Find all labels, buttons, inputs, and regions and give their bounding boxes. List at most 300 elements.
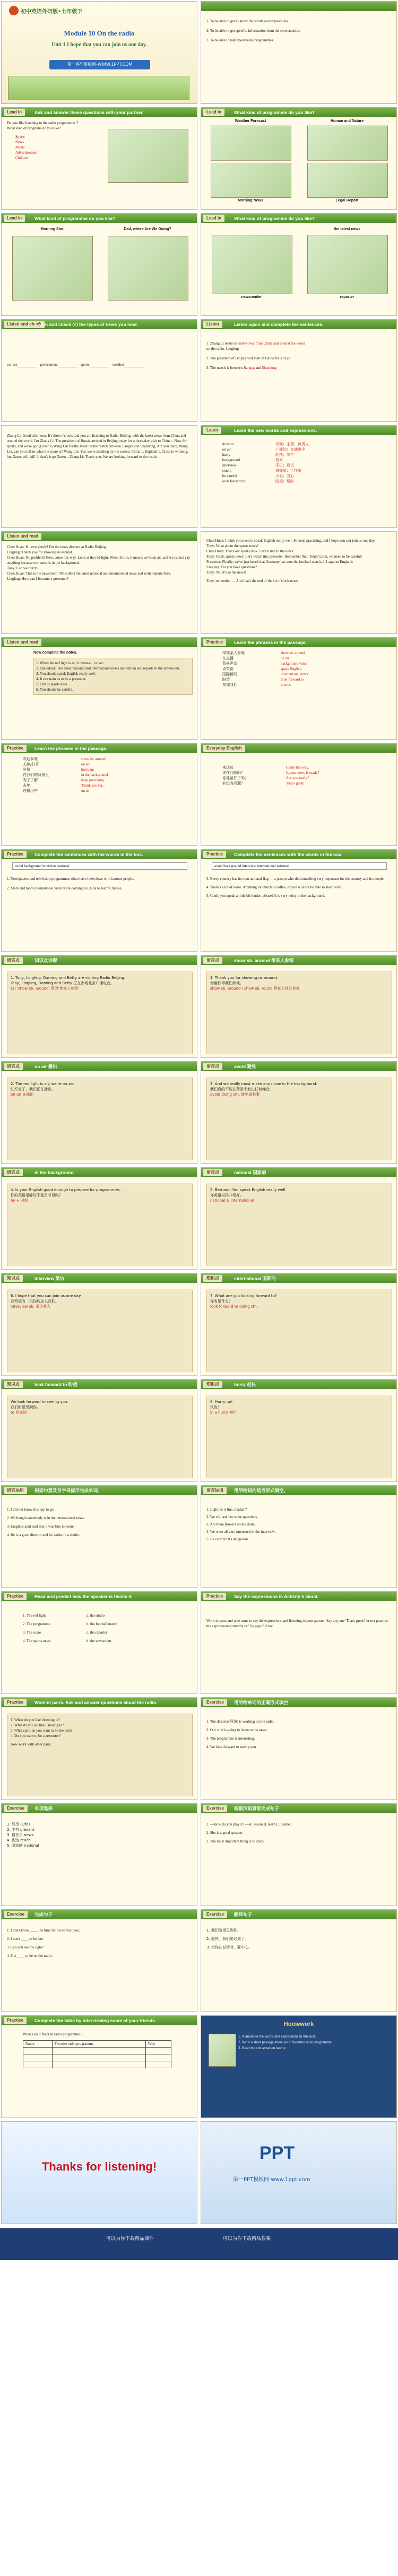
slide-tag: Practice — [4, 851, 27, 858]
dialogue-line: Chen Huan: That's our sports desk. Let's listen to the news. — [206, 549, 295, 553]
dialogue-line: Tony: Can we hurry? — [7, 566, 39, 570]
slide-heading: What kind of programme do you like? — [234, 110, 315, 115]
slide-tag: Practice — [4, 2017, 27, 2024]
en-phrase: look forward to — [281, 677, 304, 682]
point-line: 3. And we really must make any noise in the background. — [210, 1082, 317, 1086]
slide-heading: hurry 赶快 — [234, 1382, 256, 1387]
cn-phrase: 盼望 — [222, 677, 230, 682]
dialogue-line: Tony: No, it's so the news! — [206, 570, 246, 575]
text: 2. The president of Beijing will visit in China for — [206, 356, 280, 360]
objective-item: 1. To be able to get to know the words and expressions. — [206, 19, 289, 23]
point-line: 谢谢你带我们参观。 — [210, 981, 244, 985]
slide-heading: Complete the sentences with the words in the box. — [34, 852, 143, 857]
match-left: 2. The programme — [23, 1622, 50, 1626]
exercise-line: 3. Can you see the light? — [7, 1945, 44, 1949]
en-phrase: Is your news is ready? — [286, 771, 319, 775]
objective-item: 2. To be able to get specific information from the conversation. — [206, 29, 300, 33]
exercise-line: 1. 我们盼望见到你。 — [206, 1928, 241, 1933]
note-item: 6. You should be careful. — [36, 687, 73, 692]
slide-tag: Practice — [203, 639, 226, 646]
cn-phrase: 国际新闻 — [222, 672, 237, 676]
exercise-line: 5. Be careful! It's dangerous. — [206, 1537, 249, 1541]
term: studio — [222, 469, 232, 473]
homework-line: 1. Remember the words and expressions in this unit. — [238, 2034, 316, 2039]
text: and — [255, 366, 261, 370]
exercise-line: 3. 当你在说话时，要小心。 — [206, 1945, 252, 1949]
slide-tag: 语言点 — [4, 1063, 23, 1070]
en-phrase: background voice — [281, 661, 307, 666]
term: interview — [222, 463, 237, 467]
homework-title: Homework — [283, 2021, 314, 2027]
cn-phrase: 你准备好了吗？ — [222, 776, 248, 780]
sentence: 1. Newspapers and television programmes often have interviews with famous people. — [7, 877, 134, 881]
exercise-line: 4. We were all very interested in the interview. — [206, 1530, 276, 1534]
exercise-line: 5. 国家的 national — [7, 1843, 39, 1848]
slide-lead-in-3 — [1, 213, 197, 316]
point-line: 快点！ — [210, 1405, 221, 1409]
point-line: 7. What are you looking forward to? — [210, 1294, 277, 1298]
footer-link[interactable]: 可以为你下载精品课件 — [106, 2236, 154, 2242]
slide-tag: Lead in — [203, 215, 224, 222]
ppt-sub: 第一PPT模板网 www.1ppt.com — [233, 2177, 310, 2183]
point-line: 4. Is your English good enough to prepare for programmes. — [11, 1188, 121, 1192]
slide-heading: Read and predict how the speaker is thinks it. — [34, 1594, 133, 1599]
thanks-text: Thanks for listening! — [41, 2160, 157, 2173]
instructions: Work in pairs and take turns to say the expressions and listening to your partner. Say any one 'That's great!' or not practice the expressions correctly or 'Try again' if not. — [206, 1619, 388, 1628]
slide-tag: Practice — [4, 745, 27, 752]
en-phrase: Thank you for... — [81, 783, 105, 788]
caption: Morning News — [238, 199, 263, 202]
slide-tag: Everyday English — [203, 745, 245, 752]
exercise-line: 1. Light: Is it fine, madam? — [206, 1507, 247, 1512]
slide-practice-1 — [201, 637, 397, 740]
en-phrase: on air — [81, 762, 90, 766]
slide-heading: 用所给单词的正确形式填空 — [234, 1700, 289, 1705]
en-phrase: speak English — [281, 667, 302, 671]
match-right: a. the studio — [86, 1613, 105, 1618]
slide-lang-point — [1, 1379, 197, 1482]
term: look forward to — [222, 479, 246, 483]
slide-exercise — [201, 1909, 397, 2012]
point-line: 你盼望什么？ — [210, 1299, 232, 1303]
exercise-line: 4. She ____ to be on the radio. — [7, 1954, 53, 1958]
newsreader-image — [212, 235, 292, 294]
slide-heading: in the background — [34, 1170, 74, 1175]
text: 1. Zhang Li reads — [206, 341, 233, 346]
point-line: on air 在播出 — [11, 1092, 34, 1097]
slide-listen-read — [1, 637, 197, 740]
exercise-line: 2. We will ask her some questions. — [206, 1515, 258, 1519]
caption: newsreader — [241, 295, 262, 299]
dialogue-line: Presenter: Finally, we've just heard that Germany has won the football match, 2-1 against England. — [206, 560, 353, 564]
exercise-line: 2. 主持 present — [7, 1828, 34, 1832]
slide-heading: on air 播出 — [34, 1064, 57, 1069]
slide-tag: 语言点 — [203, 1063, 222, 1070]
slide-heading: 完成句子 — [34, 1912, 53, 1917]
note-item: 4. It can train us to be a presenter. — [36, 677, 86, 681]
match-right: d. the newsroom — [86, 1639, 111, 1643]
exercise-line: 2. 赶快，我们要迟到了。 — [206, 1937, 248, 1941]
meaning: 赶快；匆忙 — [275, 453, 294, 457]
slide-lead-in-4 — [201, 213, 397, 316]
slide-read-match — [1, 1591, 197, 1694]
answer: Jiangsu — [243, 366, 255, 370]
meaning: 盼望；期盼 — [275, 479, 294, 483]
table-row — [23, 2048, 171, 2054]
slide-tag: 语言点 — [203, 1169, 222, 1176]
legal-image — [307, 163, 388, 198]
homework-image — [209, 2034, 236, 2067]
slide-tag: Learn — [203, 427, 221, 434]
survey-table — [23, 2040, 171, 2068]
answer: the interviews from China and around the world — [233, 341, 305, 346]
caption: the latest news — [333, 227, 361, 231]
slide-tag: Listen and read — [4, 639, 41, 646]
slide-listen-1 — [1, 319, 197, 422]
answer: 3 days — [280, 356, 290, 360]
slide-tag: 知识点 — [4, 1275, 23, 1282]
word: Children — [15, 156, 29, 160]
slide-lang-point — [1, 1167, 197, 1270]
slide-heading: What kind of programme do you like? — [34, 216, 116, 221]
slide-heading: Complete the sentences with the words in the box. — [234, 852, 343, 857]
slide-fill-2 — [201, 1485, 397, 1588]
table-header: Name — [23, 2041, 53, 2048]
slide-tag: Practice — [203, 851, 226, 858]
slide-tag: Lead in — [4, 215, 25, 222]
en-phrase: That's great! — [286, 781, 305, 786]
slide-tag: Exercise — [4, 1911, 28, 1918]
point-line: 1. Thank you for showing us around. — [210, 976, 278, 980]
exercise-line: 4. He is a good director and he works in a studio. — [7, 1533, 80, 1537]
slide-objectives — [201, 1, 397, 104]
footer-bar — [0, 2228, 398, 2260]
slide-learn — [201, 425, 397, 528]
en-phrase: show sb. around — [281, 651, 305, 655]
slide-heading: interview 采访 — [34, 1276, 65, 1281]
slide-practice-2 — [1, 743, 197, 846]
question: 1. When do you like listening to? — [11, 1718, 60, 1722]
cn-phrase: 在直播 — [222, 656, 233, 660]
question: What kind of programs do you like? — [7, 126, 61, 130]
slide-heading: avoid 避免 — [234, 1064, 256, 1069]
point-line: Tony, Lingling, Daming and Betty 正在参观北京广播电台。 — [11, 981, 115, 985]
term: on air — [222, 447, 231, 452]
slide-heading: Learn the new words and expressions. — [234, 428, 317, 433]
point-line: 8. Hurry up! — [210, 1400, 233, 1404]
brand-text: 初中英语外研版•七年级下 — [21, 9, 83, 15]
dialogue-footer: Tony, remember … And that's the end of the six o'clock news. — [206, 579, 299, 583]
module-title: Module 10 On the radio — [64, 29, 135, 37]
table-header: Favorite radio programme — [52, 2041, 145, 2048]
answer: Shandong — [262, 366, 277, 370]
sentence: 4. There's a lot of noise. Anything too much to coffee, or you will not be able to sleep well. — [206, 885, 342, 889]
en-phrase: show sb. around — [81, 757, 106, 761]
unit-title: Unit 1 I hope that you can join us one day. — [51, 42, 147, 48]
exercise-line: 1. 经历 (Life) — [7, 1822, 30, 1827]
point-line: 我们真的不能在背景中发出任何噪音。 — [210, 1087, 273, 1091]
slide-heading: international 国际的 — [234, 1276, 276, 1281]
slide-lang-point — [201, 1167, 397, 1270]
en-phrase: keep practising — [81, 778, 104, 782]
slide-heading: Say the expressions in Activity 5 aloud. — [234, 1594, 319, 1599]
slide-heading: 知识点讲解 — [34, 958, 57, 963]
slide-lang-point — [201, 955, 397, 1058]
caption: Legal Report — [335, 199, 359, 202]
cn-phrase: 为了了解 — [23, 778, 38, 782]
slide-fill-1 — [1, 1485, 197, 1588]
en-phrase: international news — [281, 672, 308, 676]
passage-text: Zhang Li: Good afternoon. It's three o'clock, and you are listening to Radio Beijing, with the latest news from China and around the world. I'm Zhang Li. The president of Russia arrived in Beijing today for a three-day visit to China... Now for sports, and we're going over to Wang Lin for the latest on the match between Jiangsu and Shandong. Are you there, Wang Lin, can you tell us what the score is? Wang Lin: Yes, we're standing by the screen. China 1, England 1. Close to winning, but Daren will fail! In that's it go Daren... Zhang Li: Thank you. We are looking forward to the result. — [7, 434, 188, 459]
slide-ppt-ad — [201, 2121, 397, 2224]
slide-dialogue-1 — [1, 531, 197, 634]
exercise-line: 1. I don't know ____ the time for me to visit you. — [7, 1928, 80, 1933]
slide-tag: 语言点 — [203, 957, 222, 964]
sentence: 3. Every country has its own national flag — a person who did something very important for the country and its people. — [206, 877, 385, 881]
point-line: 红灯亮了，我们正在播出。 — [11, 1087, 55, 1091]
slide-tag: 语言点 — [4, 957, 23, 964]
point-line: 你的英语足够好来准备节目吗？ — [11, 1193, 63, 1197]
point-line: 我们盼望见到你。 — [11, 1405, 40, 1409]
slide-title — [1, 1, 197, 104]
point-line: look forward to doing sth. — [210, 1304, 258, 1309]
slide-tag: 语言运用 — [203, 1487, 227, 1494]
reporter-image — [307, 235, 388, 294]
slide-heading: look forward to 盼望 — [34, 1382, 77, 1387]
exercise-line: 3. 播音员 news — [7, 1833, 34, 1837]
word: Advertisement — [15, 151, 38, 155]
dialogue-line: Chen Huan: This is the newsroom. We collect the latest national and international news and write reports here. — [7, 571, 171, 576]
slide-tag: Practice — [4, 1593, 27, 1600]
caption: reporter — [340, 295, 354, 299]
match-left: 1. The red light — [23, 1613, 46, 1618]
point-line: interview sb. 采访某人 — [11, 1304, 51, 1309]
exercise-line: 3. Are there flowers on the desk? — [206, 1522, 256, 1527]
cn-phrase: 背景声音 — [222, 661, 237, 666]
option: sports — [80, 363, 90, 367]
slide-tag: Listen and check — [4, 321, 45, 328]
nature-image — [307, 126, 388, 161]
slide-homework — [201, 2015, 397, 2118]
exercise-line: 3. The most important thing is to study. — [206, 1839, 265, 1843]
sentence: 5. Could you speak a little bit louder, please? It is very noisy in the background. — [206, 894, 325, 898]
exercise-line: 1. —How do you play it? —A. lesson B. learn C. learned — [206, 1822, 292, 1827]
exercise-line: 3. The programme is interesting. — [206, 1736, 255, 1741]
point-line: 5. Bernard: You speak English really well. — [210, 1188, 287, 1192]
table-row — [23, 2054, 171, 2061]
cn-phrase: 赶快 — [23, 767, 30, 772]
exercise-line: 1. The director(导演) is working on the radio. — [206, 1719, 275, 1724]
dad-image — [108, 236, 188, 301]
slide-tag: Lead in — [4, 109, 25, 116]
point-line: national & international — [210, 1198, 254, 1203]
question: 2. What do you do like listening to? — [11, 1723, 64, 1727]
slide-heading: national 国家的 — [234, 1170, 266, 1175]
cn-phrase: 你在问题吗？ — [222, 771, 245, 775]
footer-text: 第一PPT模板网-WWW.1PPT.COM — [67, 62, 133, 67]
exercise-line: 2. Our club is going to listen to the news. — [206, 1728, 268, 1732]
term: hurry — [222, 453, 231, 457]
text: on the radio. Lingling — [206, 347, 239, 351]
dialogue-line: Lingling: How can I become a presenter? — [7, 577, 68, 581]
word: News — [15, 140, 24, 144]
slide-lang-point — [201, 1379, 397, 1482]
logo-icon — [9, 6, 19, 15]
question: 4. Do you want to be a presenter? — [11, 1734, 61, 1738]
option: weather — [112, 363, 124, 367]
en-phrase: on air — [281, 656, 290, 660]
text: 3. The match is between — [206, 366, 243, 370]
slide-heading: 根据汉语意思完成句子 — [234, 1806, 280, 1811]
footer-banner — [49, 60, 150, 69]
slide-heading: show sb. around 带某人参观 — [234, 958, 294, 963]
cn-phrase: 参加我们 — [222, 683, 237, 687]
slide-complete-1 — [1, 849, 197, 952]
slide-work-pairs — [1, 1697, 197, 1800]
slide-heading: Learn the phrases in the passage. — [234, 640, 307, 645]
slide-tag: Exercise — [203, 1911, 227, 1918]
slide-lead-in-1 — [1, 107, 197, 210]
slide-passage — [1, 425, 197, 528]
dialogue-line: Chen Huan: I think you need to speak English really well. So keep practising, and I hope you can join us one day. — [206, 539, 376, 543]
en-phrase: Come this way. — [286, 765, 309, 770]
slide-tag: Lead in — [203, 109, 224, 116]
slide-lang-point — [201, 1273, 397, 1376]
question: Do you like listening to the radio programmes ? — [7, 121, 79, 125]
dialogue-line: Tony: Gosh, sports news! Let's watch this presenter. Remember that, Tony? Look, we need to be careful! — [206, 554, 362, 559]
slide-complete-2 — [201, 849, 397, 952]
slide-say — [201, 1591, 397, 1694]
note-item: 5. This is sports desk. — [36, 682, 68, 686]
point-line: 6. I hope that you can join us one day. — [11, 1294, 82, 1298]
table-row — [23, 2061, 171, 2068]
slide-heading: Listen again and complete the sentences. — [234, 322, 324, 327]
word: Sports — [15, 135, 25, 139]
sentence: 2. More and more international visitors are coming to China to learn Chinese. — [7, 886, 123, 890]
slide-tag: Listen and read — [4, 533, 41, 540]
slide-lang-point — [1, 1061, 197, 1164]
question: 3. What sport do you want to be the best? — [11, 1728, 73, 1733]
radio-image — [108, 129, 188, 183]
slide-exercise — [201, 1803, 397, 1906]
exercise-line: 2. We bought somebody is in the international news. — [7, 1516, 85, 1520]
point-line: avoid doing sth. 避免做某事 — [210, 1092, 260, 1097]
exercise-line: 4. 到达 reach — [7, 1838, 31, 1842]
cn-phrase: 欢迎参观 — [23, 757, 38, 761]
note-item: 1. When the red light is on, it means… on air — [36, 661, 103, 665]
en-phrase: join us — [281, 683, 291, 687]
title-bar — [201, 2, 396, 11]
word: Music — [15, 145, 25, 149]
slide-heading: 翻译句子 — [234, 1912, 253, 1917]
slide-heading: Ask and answer these questions with your partner. — [34, 110, 144, 115]
point-line: (1) 'show sb. around' 意为'带某人参观' — [11, 986, 79, 991]
slide-thanks — [1, 2121, 197, 2224]
dialogue-line: Tony: What about the sports news? — [206, 544, 259, 548]
dialogue-line: Chen Huan: No problem! Now, come this way. Look at the red light. When it's on, it means we're on air, and we cannot say anything because our voice is in the background. — [7, 555, 191, 565]
slide-lang-point — [201, 1061, 397, 1164]
slide-heading: 单项选择 — [34, 1806, 53, 1811]
morning-news-image — [211, 163, 291, 198]
point-line: 我希望有一天你能加入我们。 — [11, 1299, 59, 1303]
caption: Human and Nature — [330, 119, 364, 123]
match-left: 4. The sports news — [23, 1639, 51, 1643]
exercise-line: 4. We look forward to seeing you. — [206, 1745, 257, 1749]
slide-everyday-english — [201, 743, 397, 846]
slide-heading: What kind of programme do you like? — [234, 216, 315, 221]
point-line: 2. The red light is on, we're on air. — [11, 1082, 74, 1086]
slide-exercise — [201, 1697, 397, 1800]
question: Now work with other pairs. — [11, 1742, 52, 1746]
meaning: 导演；主管；负责人 — [275, 442, 309, 446]
note-item: 3. You should speak English really well. — [36, 672, 96, 676]
slide-heading: Learn the phrases in the passage. — [34, 746, 107, 751]
weather-image — [211, 126, 291, 161]
slide-heading: Listen and check (√) the types of news you hear. — [34, 322, 139, 327]
slide-dialogue-2 — [201, 531, 397, 634]
footer-link[interactable]: 可以为你下载精品教案 — [223, 2236, 271, 2242]
slide-tag: Exercise — [203, 1699, 227, 1706]
slide-heading: Work in pairs. Ask and answer questions about the radio. — [34, 1700, 158, 1705]
objective-item: 3. To be able to talk about radio programmes. — [206, 38, 274, 42]
slide-heading: Now complete the notes. — [33, 651, 77, 655]
slide-tag: Practice — [203, 1593, 226, 1600]
slide-listen-2 — [201, 319, 397, 422]
meaning: 小心；当心 — [275, 474, 294, 478]
dialogue-line: Lingling: Do you have questions? — [206, 565, 257, 569]
slide-lang-point — [1, 1273, 197, 1376]
grass-image — [8, 76, 189, 100]
survey-question: What's your favorite radio programme ? — [23, 2032, 83, 2036]
slide-tag: 语言点 — [4, 1169, 23, 1176]
exercise-line: 3. Linglin's aunt said that it was fine to come. — [7, 1524, 75, 1529]
slide-exercise — [1, 1909, 197, 2012]
table-header: Why — [145, 2041, 171, 2048]
slide-tag: Practice — [4, 1699, 27, 1706]
word-box: avoid background interview national — [12, 862, 187, 870]
point-line: to 是介词 — [11, 1410, 27, 1415]
caption: Morning Star — [40, 227, 64, 231]
exercise-line: 2. She is a good speaker. — [206, 1831, 244, 1835]
slide-tag: Listen — [203, 321, 222, 328]
cn-phrase: 关掉/打开 — [23, 762, 39, 766]
point-line: by + 时间 — [11, 1198, 28, 1203]
en-phrase: on air — [81, 789, 90, 793]
slide-survey — [1, 2015, 197, 2118]
en-phrase: hurry up — [81, 767, 94, 772]
slide-tag: 语言运用 — [4, 1487, 27, 1494]
morning-star-image — [12, 236, 93, 301]
option: government — [40, 363, 58, 367]
cn-phrase: 有没有问题？ — [222, 781, 245, 786]
term: director — [222, 442, 234, 446]
slide-heading: 用所给词的适当形式填空。 — [234, 1488, 289, 1493]
cn-phrase: 去年 — [23, 783, 30, 788]
slide-heading: Complete the table by interviewing some of your friends. — [34, 2018, 157, 2023]
meaning: 演播室；工作室 — [275, 469, 301, 473]
slide-tag: Exercise — [203, 1805, 227, 1812]
slide-tag: Exercise — [4, 1805, 28, 1812]
exercise-line: 2. I don't ____ to be late. — [7, 1937, 44, 1941]
slide-exercise — [1, 1803, 197, 1906]
slide-tag: 知识点 — [203, 1381, 222, 1388]
point-line: in a hurry 匆忙 — [210, 1410, 237, 1415]
match-right: c. the reporter — [86, 1630, 108, 1635]
cn-phrase: 在播出中 — [23, 789, 38, 793]
caption: Weather Forecast — [235, 119, 266, 123]
cn-phrase: 带领某人参观 — [222, 651, 245, 655]
word-box: avoid background interview international national — [212, 862, 387, 870]
